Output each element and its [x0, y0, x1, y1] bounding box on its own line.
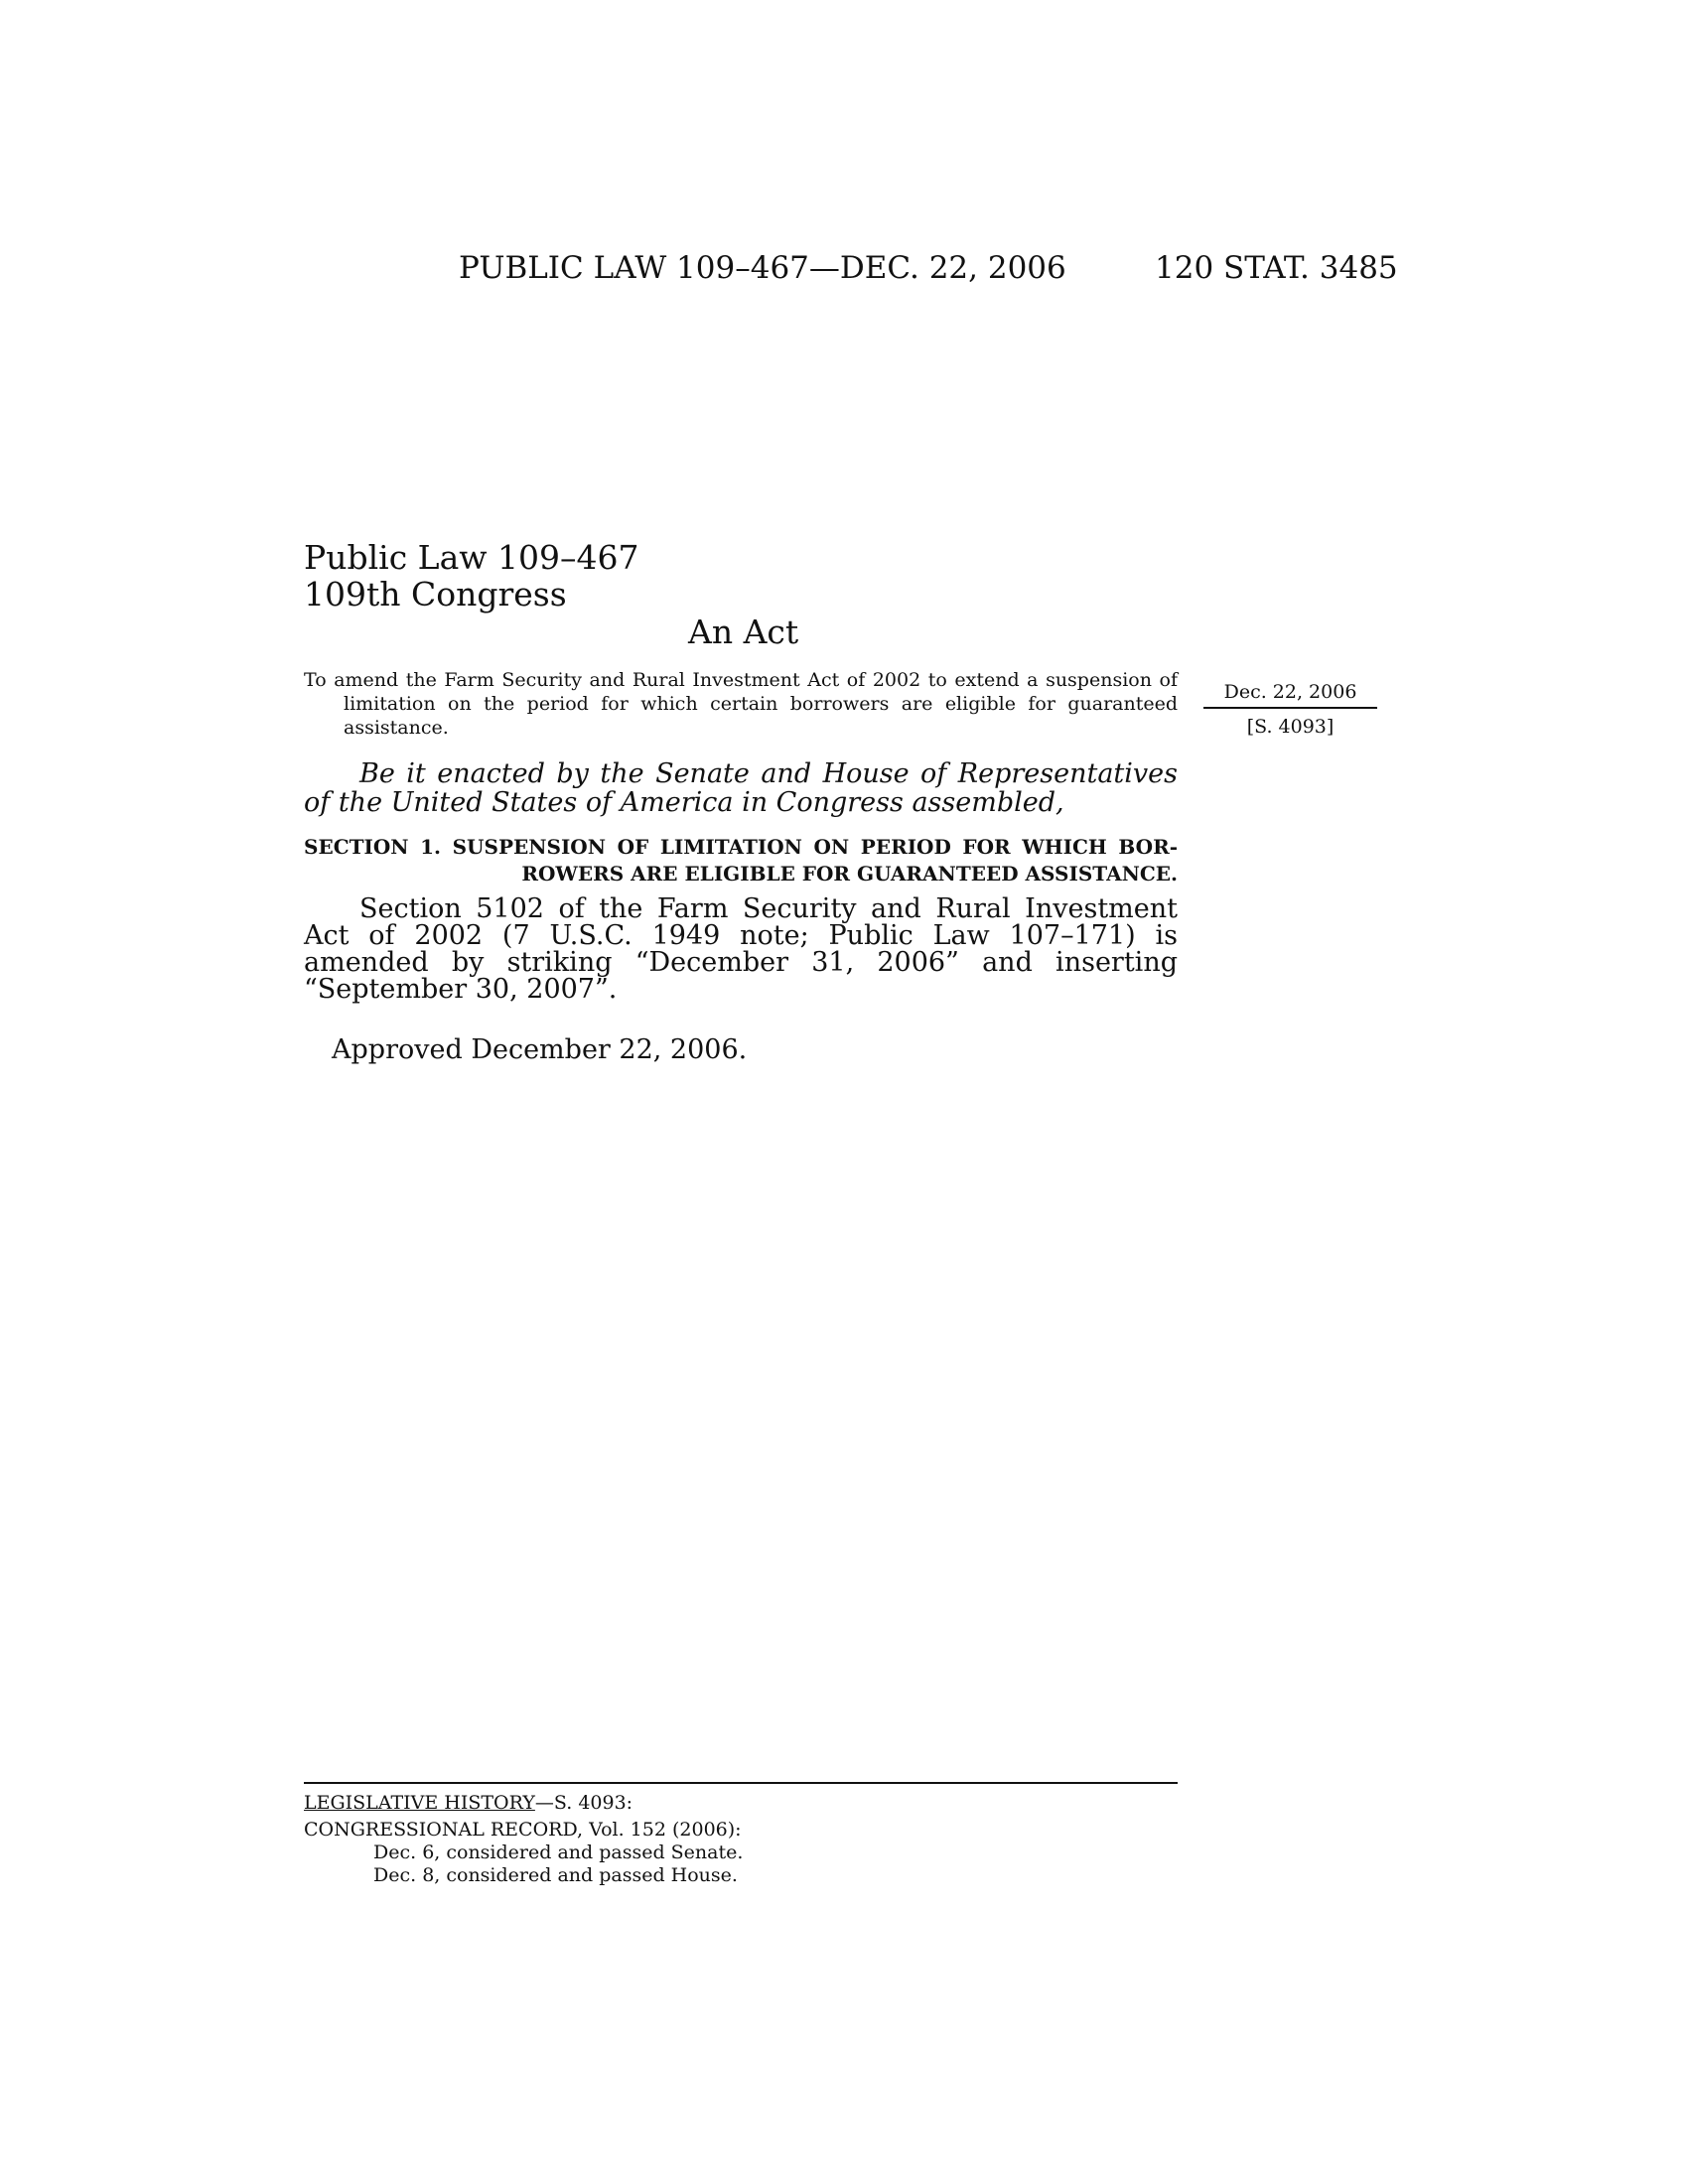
footnote-divider [304, 1782, 1178, 1784]
margin-note [1203, 680, 1377, 739]
legislative-history-title [304, 1792, 633, 1815]
section-body: Section 5102 of the Farm Security and Rural Investment Act of 2002 (7 U.S.C. 1949 note; Public Law 107–171) is amended by striking “December 31, 2006” and inserting “September 30, 2007”. [304, 893, 1178, 1005]
public-law-number: Public Law 109–467 [304, 538, 639, 577]
history-entry: Dec. 6, considered and passed Senate. [373, 1842, 744, 1863]
congress-number: 109th Congress [304, 575, 567, 614]
enacting-clause: Be it enacted by the Senate and House of Representatives of the United States of America in Congress assembled, [304, 758, 1178, 818]
legislative-history-label: LEGISLATIVE HISTORY [304, 1792, 535, 1814]
section-heading-line-2: ROWERS ARE ELIGIBLE FOR GUARANTEED ASSISTANCE. [521, 862, 1178, 886]
section-heading [304, 834, 1178, 887]
act-heading: An Act [688, 613, 799, 651]
approval-date: Approved December 22, 2006. [332, 1034, 748, 1065]
margin-note-date: Dec. 22, 2006 [1203, 680, 1377, 709]
statute-page-number: 120 STAT. 3485 [1155, 250, 1398, 286]
margin-note-bill: [S. 4093] [1246, 716, 1335, 738]
act-purpose: To amend the Farm Security and Rural Investment Act of 2002 to extend a suspension of limitation on the period for which certain borrowers are eligible for guaranteed assistance. [304, 669, 1178, 739]
legislative-history-bill: —S. 4093: [534, 1792, 633, 1814]
section-heading-line-1: SECTION 1. SUSPENSION OF LIMITATION ON PERIOD FOR WHICH BOR- [304, 835, 1178, 859]
running-head-title: PUBLIC LAW 109–467—DEC. 22, 2006 [459, 250, 1066, 286]
congressional-record: CONGRESSIONAL RECORD, Vol. 152 (2006): [304, 1819, 742, 1841]
history-entry: Dec. 8, considered and passed House. [373, 1864, 738, 1886]
